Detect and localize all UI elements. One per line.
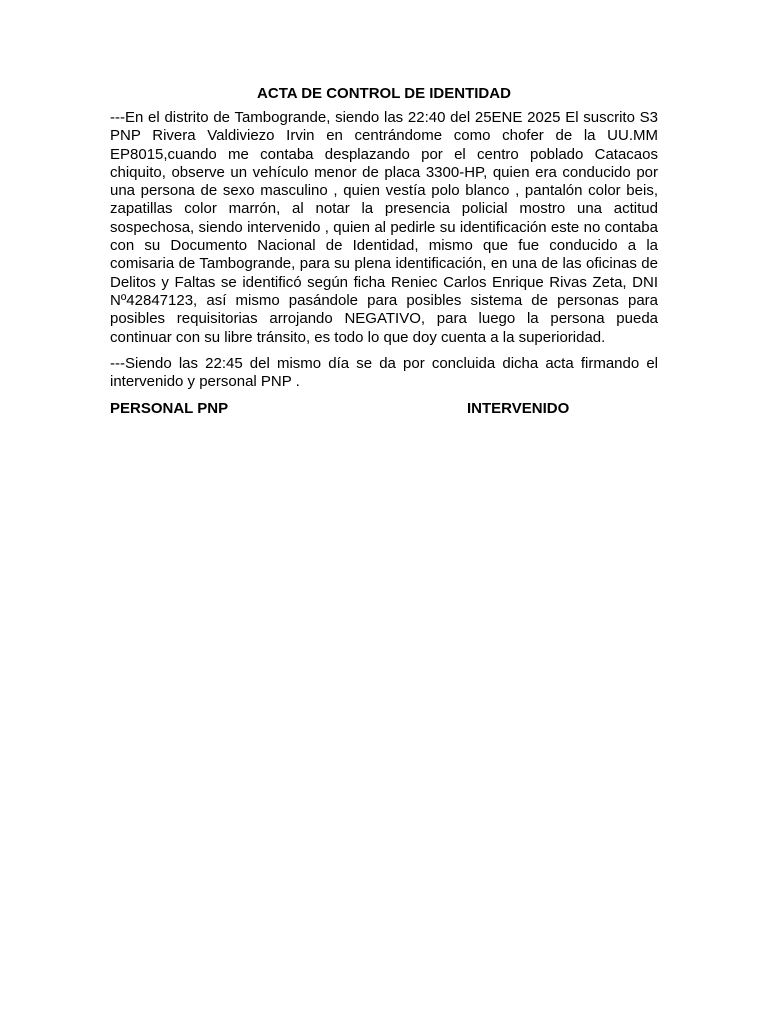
signature-block: [110, 399, 658, 419]
document-title: ACTA DE CONTROL DE IDENTIDAD: [257, 85, 511, 102]
document-page: [110, 84, 658, 419]
signature-label-intervenido: INTERVENIDO: [467, 400, 570, 418]
signature-label-personal: PERSONAL PNP: [110, 400, 229, 418]
body-paragraph-main: ---En el distrito de Tambogrande, siendo las 22:40 del 25ENE 2025 El suscrito S3 PNP Rivera Valdiviezo Irvin en centrándome como chofer de la UU.MM EP8015,cuando me contaba desplazando por el centro poblado Catacaos chiquito, observe un vehículo menor de placa 3300-HP, quien era conducido por una persona de sexo masculino , quien vestía polo blanco , pantalón color beis, zapatillas color marrón, al notar la presencia policial mostro una actitud sospechosa, siendo intervenido , quien al pedirle su identificación este no contaba con su Documento Nacional de Identidad, mismo que fue conducido a la comisaria de Tambogrande, para su plena identificación, en una de las oficinas de Delitos y Faltas se identificó según ficha Reniec Carlos Enrique Rivas Zeta, DNI Nº42847123, así mismo pasándole para posibles sistema de personas para posibles requisitorias arrojando NEGATIVO, para luego la persona pueda continuar con su libre tránsito, es todo lo que doy cuenta a la superioridad.: [110, 109, 658, 346]
body-paragraph-closing: ---Siendo las 22:45 del mismo día se da por concluida dicha acta firmando el intervenido y personal PNP .: [110, 354, 658, 391]
